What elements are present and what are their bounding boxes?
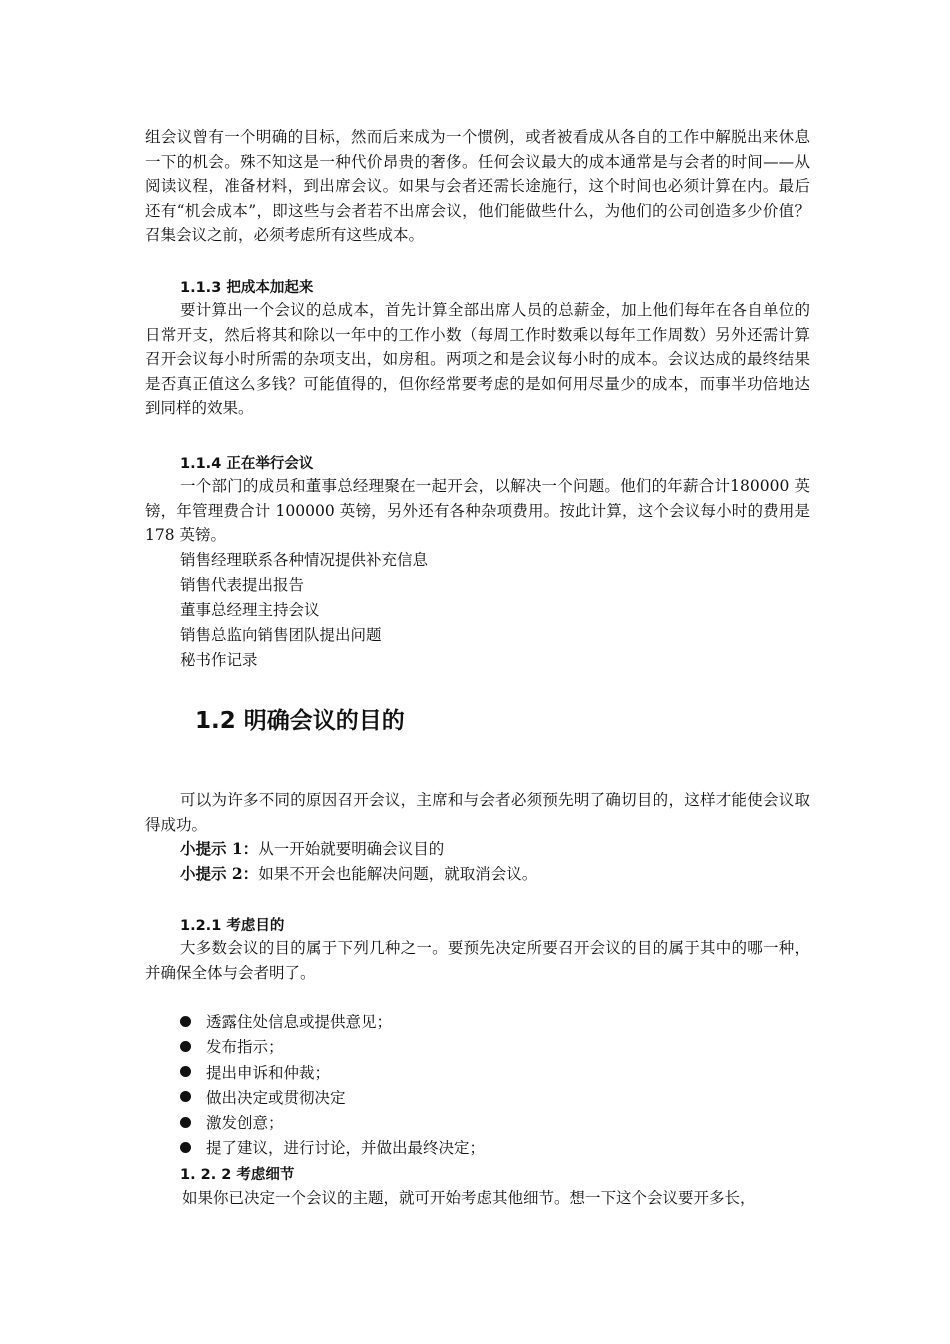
list-item: 透露住处信息或提供意见；	[180, 1010, 485, 1035]
list-line-5: 秘书作记录	[180, 651, 258, 669]
tip-1	[180, 837, 444, 862]
paragraph-1-2-2: 如果你已决定一个会议的主题，就可开始考虑其他细节。想一下这个会议要开多长，	[182, 1189, 756, 1207]
list-item: 激发创意；	[180, 1111, 485, 1136]
intro-paragraph: 组会议曾有一个明确的目标，然而后来成为一个惯例，或者被看成从各自的工作中解脱出来休息一下的机会。殊不知这是一种代价昂贵的奢侈。任何会议最大的成本通常是与会者的时间——从阅读议程，准备材料，到出席会议。如果与会者还需长途施行，这个时间也必须计算在内。最后还有“机会成本”，即这些与会者若不出席会议，他们能做些什么，为他们的公司创造多少价值？召集会议之前，必须考虑所有这些成本。	[145, 128, 810, 245]
bullet-icon	[180, 1117, 191, 1128]
tip-1-label: 小提示 1：	[180, 839, 259, 858]
paragraph-1-2: 可以为许多不同的原因召开会议，主席和与会者必须预先明了确切目的，这样才能使会议取得成功。	[145, 791, 810, 834]
heading-1-1-3: 1.1.3 把成本加起来	[180, 280, 314, 296]
tip-2-label: 小提示 2：	[180, 864, 259, 883]
bullet-icon	[180, 1066, 191, 1077]
heading-1-2-2: 1. 2. 2 考虑细节	[180, 1167, 295, 1183]
paragraph-1-2-1: 大多数会议的目的属于下列几种之一。要预先决定所要召开会议的目的属于其中的哪一种，并确保全体与会者明了。	[145, 939, 810, 982]
list-line-4: 销售总监向销售团队提出问题	[180, 626, 382, 644]
paragraph-1-1-4: 一个部门的成员和董事总经理聚在一起开会，以解决一个问题。他们的年薪合计180000 英镑，年管理费合计 100000 英镑，另外还有各种杂项费用。按此计算，这个会议每小时的费用是 178 英镑。	[145, 477, 810, 545]
purpose-list	[180, 1010, 485, 1162]
heading-1-2: 1.2 明确会议的目的	[195, 708, 405, 734]
bullet-icon	[180, 1091, 191, 1102]
list-item: 提出申诉和仲裁；	[180, 1061, 485, 1086]
list-item: 发布指示；	[180, 1035, 485, 1060]
list-line-1: 销售经理联系各种情况提供补充信息	[180, 551, 429, 569]
tip-2	[180, 862, 537, 887]
bullet-icon	[180, 1041, 191, 1052]
heading-1-1-4: 1.1.4 正在举行会议	[180, 456, 314, 472]
bullet-icon	[180, 1016, 191, 1027]
tip-1-text: 从一开始就要明确会议目的	[258, 840, 445, 858]
tip-2-text: 如果不开会也能解决问题，就取消会议。	[258, 865, 538, 883]
list-item: 做出决定或贯彻决定	[180, 1086, 485, 1111]
list-item: 提了建议，进行讨论，并做出最终决定；	[180, 1136, 485, 1161]
paragraph-1-1-3: 要计算出一个会议的总成本，首先计算全部出席人员的总薪金，加上他们每年在各自单位的日常开支，然后将其和除以一年中的工作小数（每周工作时数乘以每年工作周数）另外还需计算召开会议每小时所需的杂项支出，如房租。两项之和是会议每小时的成本。会议达成的最终结果是否真正值这么多钱？可能值得的，但你经常要考虑的是如何用尽量少的成本，而事半功倍地达到同样的效果。	[145, 301, 810, 418]
list-line-3: 董事总经理主持会议	[180, 601, 320, 619]
list-line-2: 销售代表提出报告	[180, 576, 305, 594]
heading-1-2-1: 1.2.1 考虑目的	[180, 918, 285, 934]
bullet-icon	[180, 1142, 191, 1153]
